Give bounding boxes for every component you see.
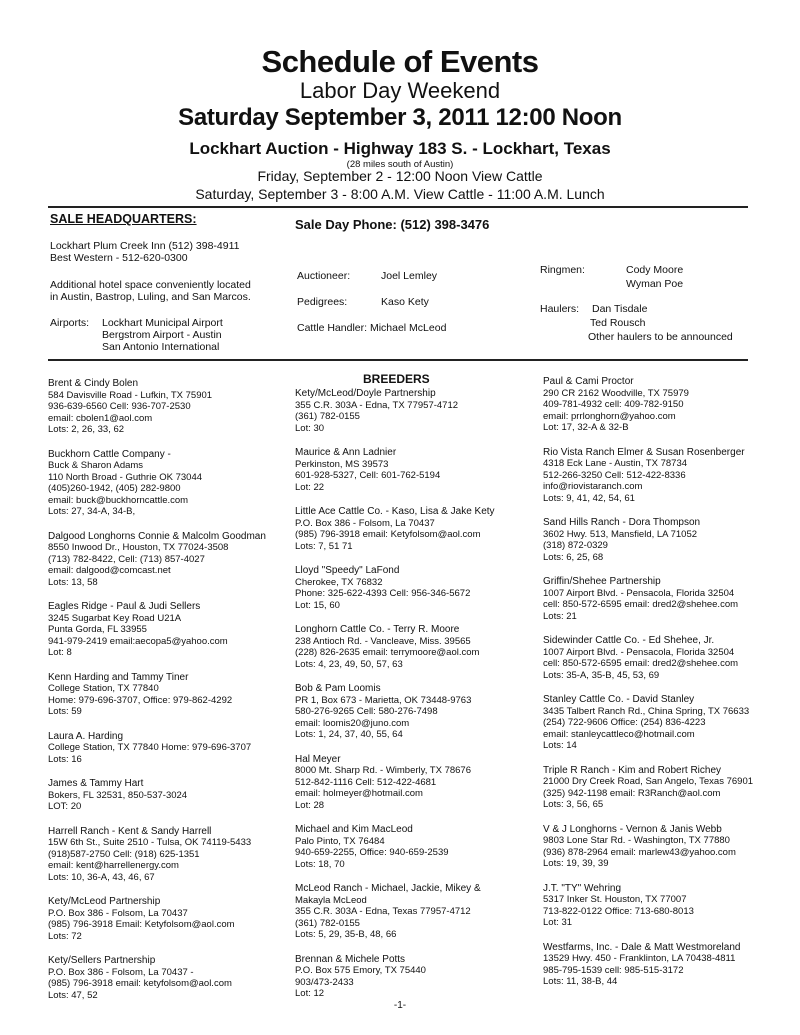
breeder-detail-line: cell: 850-572-6595 email: dred2@shehee.com (543, 658, 739, 669)
breeder-entry (48, 378, 298, 436)
breeder-detail-line: (361) 782-0155 (295, 411, 360, 422)
breeder-detail-line: (985) 796-3918 email: ketyfolsom@aol.com (48, 978, 232, 989)
breeder-name: Bob & Pam Loomis (295, 683, 381, 694)
cattle-handler: Cattle Handler: Michael McLeod (297, 322, 447, 334)
breeder-detail-line: Lots: 19, 39, 39 (543, 858, 609, 869)
ringmen-name-1: Cody Moore (626, 264, 684, 276)
saturday-schedule: Saturday, September 3 - 8:00 A.M. View Cattle - 11:00 A.M. Lunch (195, 186, 605, 202)
breeder-detail-line: Lot: 31 (543, 917, 573, 928)
page-subtitle: Labor Day Weekend (299, 78, 501, 103)
breeder-detail-line: Palo Pinto, TX 76484 (295, 835, 385, 847)
breeder-entry (295, 754, 545, 812)
breeder-detail-line: cell: 850-572-6595 email: dred2@shehee.com (543, 599, 739, 610)
breeder-detail-line: 3245 Sugarbat Key Road U21A (48, 612, 182, 624)
breeder-detail-line: Lots: 3, 56, 65 (543, 799, 604, 810)
breeder-detail-line: Lots: 10, 36-A, 43, 46, 67 (48, 871, 155, 883)
breeder-detail-line: (985) 796-3918 email: Ketyfolsom@aol.com (295, 529, 481, 540)
breeder-name: Kenn Harding and Tammy Tiner (48, 671, 189, 683)
breeder-entry (543, 576, 793, 622)
breeders-column-1 (48, 378, 298, 1014)
breeder-name: Kety/Sellers Partnership (48, 955, 156, 966)
breeder-entry (48, 601, 298, 659)
breeder-detail-line: Lots: 9, 41, 42, 54, 61 (543, 492, 635, 504)
breeder-detail-line: (318) 872-0329 (543, 540, 608, 551)
breeder-detail-line: Buck & Sharon Adams (48, 460, 144, 471)
breeder-name: J.T. "TY" Wehring (543, 882, 622, 894)
breeder-entry (48, 731, 298, 766)
breeder-entry (48, 778, 298, 813)
auctioneer-name: Joel Lemley (381, 270, 438, 282)
breeder-detail-line: Bokers, FL 32531, 850-537-3024 (48, 789, 188, 801)
breeder-name: Westfarms, Inc. - Dale & Matt Westmoreland (543, 941, 741, 953)
breeder-detail-line: P.O. Box 575 Emory, TX 75440 (295, 965, 426, 976)
breeder-name: Sidewinder Cattle Co. - Ed Shehee, Jr. (543, 635, 715, 646)
breeder-detail-line: 355 C.R. 303A - Edna, Texas 77957-4712 (295, 906, 471, 917)
breeder-name: Dalgood Longhorns Connie & Malcolm Goodman (48, 530, 266, 542)
middle-divider (48, 359, 748, 361)
breeder-detail-line: 8000 Mt. Sharp Rd. - Wimberly, TX 78676 (295, 765, 472, 776)
hotel-note-line1: Additional hotel space conveniently located (50, 279, 251, 291)
breeder-detail-line: Lot: 22 (295, 481, 325, 493)
breeder-detail-line: College Station, TX 77840 Home: 979-696-3707 (48, 742, 252, 753)
breeder-detail-line: Lots: 18, 70 (295, 858, 345, 870)
breeder-entry (543, 883, 793, 929)
breeder-detail-line: email: kent@harrellenergy.com (48, 860, 179, 871)
breeder-detail-line: Lots: 27, 34-A, 34-B, (48, 506, 136, 517)
breeder-name: Brent & Cindy Bolen (48, 378, 139, 389)
breeder-entry (543, 942, 793, 988)
breeder-name: Triple R Ranch - Kim and Robert Richey (543, 764, 722, 776)
breeder-name: McLeod Ranch - Michael, Jackie, Mikey & (295, 883, 481, 894)
breeder-name: Hal Meyer (295, 753, 341, 765)
breeder-detail-line: Lot: 15, 60 (295, 599, 340, 611)
breeder-name: Paul & Cami Proctor (543, 376, 634, 387)
page-number: -1- (393, 1000, 407, 1011)
breeder-entry (295, 954, 545, 1000)
breeder-detail-line: email: holmeyer@hotmail.com (295, 788, 423, 799)
breeder-name: Lloyd "Speedy" LaFond (295, 565, 400, 576)
distance-note: (28 miles south of Austin) (346, 159, 454, 170)
breeder-detail-line: Phone: 325-622-4393 Cell: 956-346-5672 (295, 588, 471, 599)
breeder-name: James & Tammy Hart (48, 778, 144, 789)
breeder-name: Rio Vista Ranch Elmer & Susan Rosenberger (543, 446, 745, 458)
breeder-name: Buckhorn Cattle Company - (48, 448, 171, 460)
breeder-entry (543, 447, 793, 505)
breeder-detail-line: email: cbolen1@aol.com (48, 412, 153, 424)
breeders-column-3 (543, 376, 793, 1001)
hotel-lockhart-plum-creek: Lockhart Plum Creek Inn (512) 398-4911 (50, 240, 240, 252)
breeder-detail-line: 110 North Broad - Guthrie OK 73044 (48, 471, 203, 483)
breeder-name: Griffin/Shehee Partnership (543, 576, 661, 587)
breeder-detail-line: Lots: 5, 29, 35-B, 48, 66 (295, 929, 397, 940)
breeder-detail-line: (361) 782-0155 (295, 917, 360, 929)
breeder-detail-line: Lot: 28 (295, 799, 325, 811)
sale-dateline: Saturday September 3, 2011 12:00 Noon (178, 104, 622, 131)
breeder-detail-line: (713) 782-8422, Cell: (713) 857-4027 (48, 553, 205, 565)
hotel-note-line2: in Austin, Bastrop, Luling, and San Marcos. (50, 291, 251, 303)
breeder-detail-line: email: loomis20@juno.com (295, 717, 410, 729)
breeder-name: Eagles Ridge - Paul & Judi Sellers (48, 601, 201, 612)
breeder-name: Laura A. Harding (48, 730, 124, 742)
breeder-detail-line: (405)260-1942, (405) 282-9800 (48, 483, 181, 494)
breeder-name: Kety/McLeod Partnership (48, 896, 161, 907)
haulers-label: Haulers: (540, 303, 580, 315)
breeder-entry (48, 531, 298, 589)
airport-san-antonio: San Antonio International (102, 341, 220, 353)
airport-bergstrom: Bergstrom Airport - Austin (102, 329, 222, 341)
breeder-entry (295, 388, 545, 434)
breeder-detail-line: 3602 Hwy. 513, Mansfield, LA 71052 (543, 528, 698, 540)
breeder-entry (48, 826, 298, 884)
breeder-detail-line: 936-639-6560 Cell: 936-707-2530 (48, 401, 191, 412)
breeder-detail-line: (228) 826-2635 email: terrymoore@aol.com (295, 647, 480, 658)
breeder-detail-line: 1007 Airport Blvd. - Pensacola, Florida 32504 (543, 587, 735, 599)
breeder-detail-line: LOT: 20 (48, 801, 82, 812)
breeder-detail-line: College Station, TX 77840 (48, 683, 159, 694)
breeder-detail-line: Lots: 21 (543, 610, 577, 622)
breeder-detail-line: 3435 Talbert Ranch Rd., China Spring, TX 76633 (543, 705, 750, 717)
sale-day-phone: Sale Day Phone: (512) 398-3476 (295, 217, 490, 232)
breeder-detail-line: Lots: 1, 24, 37, 40, 55, 64 (295, 729, 403, 740)
breeder-detail-line: 5317 Inker St. Houston, TX 77007 (543, 894, 687, 905)
breeder-detail-line: (254) 722-9606 Office: (254) 836-4223 (543, 717, 706, 728)
breeder-entry (295, 447, 545, 493)
breeder-name: Michael and Kim MacLeod (295, 824, 413, 835)
breeder-entry (295, 683, 545, 741)
sale-headquarters-heading: SALE HEADQUARTERS: (50, 212, 197, 226)
breeder-detail-line: Lots: 2, 26, 33, 62 (48, 424, 125, 435)
breeder-entry (48, 896, 298, 942)
sale-location: Lockhart Auction - Highway 183 S. - Lockhart, Texas (189, 139, 611, 158)
breeder-detail-line: P.O. Box 386 - Folsom, La 70437 (295, 517, 435, 529)
breeder-detail-line: 13529 Hwy. 450 - Franklinton, LA 70438-4811 (543, 953, 736, 964)
breeder-detail-line: 985-795-1539 cell: 985-515-3172 (543, 964, 684, 976)
breeder-name: Stanley Cattle Co. - David Stanley (543, 694, 695, 705)
hauler-name-1: Dan Tisdale (592, 303, 648, 315)
breeder-name: Little Ace Cattle Co. - Kaso, Lisa & Jake Kety (295, 506, 495, 517)
breeder-detail-line: Home: 979-696-3707, Office: 979-862-4292 (48, 694, 233, 706)
breeder-detail-line: info@riovistaranch.com (543, 481, 643, 492)
breeder-detail-line: P.O. Box 386 - Folsom, La 70437 - (48, 966, 194, 978)
breeder-name: Sand Hills Ranch - Dora Thompson (543, 517, 701, 528)
breeder-entry (543, 765, 793, 811)
breeder-detail-line: Lots: 72 (48, 930, 82, 942)
breeder-entry (295, 565, 545, 611)
breeder-detail-line: 8550 Inwood Dr., Houston, TX 77024-3508 (48, 542, 229, 553)
breeder-detail-line: Cherokee, TX 76832 (295, 576, 383, 588)
breeder-entry (295, 824, 545, 870)
breeder-detail-line: Punta Gorda, FL 33955 (48, 624, 147, 635)
airports-label: Airports: (50, 317, 90, 329)
breeder-detail-line: Lots: 16 (48, 753, 82, 765)
breeder-detail-line: 15W 6th St., Suite 2510 - Tulsa, OK 74119-5433 (48, 837, 252, 848)
breeder-detail-line: email: prrlonghorn@yahoo.com (543, 410, 676, 422)
breeder-detail-line: Lots: 11, 38-B, 44 (543, 976, 618, 987)
breeder-detail-line: Lots: 59 (48, 706, 82, 717)
friday-schedule: Friday, September 2 - 12:00 Noon View Cattle (257, 168, 543, 184)
pedigrees-label: Pedigrees: (297, 296, 348, 308)
breeder-detail-line: 713-822-0122 Office: 713-680-8013 (543, 905, 694, 917)
breeder-detail-line: Lot: 30 (295, 422, 325, 434)
breeder-detail-line: Lots: 6, 25, 68 (543, 551, 604, 563)
breeder-detail-line: email: stanleycattleco@hotmail.com (543, 728, 695, 740)
breeder-detail-line: (985) 796-3918 Email: Ketyfolsom@aol.com (48, 919, 235, 930)
breeder-detail-line: Lots: 13, 58 (48, 576, 98, 588)
breeder-detail-line: Lot: 12 (295, 988, 325, 999)
airport-lockhart: Lockhart Municipal Airport (102, 317, 223, 329)
breeder-entry (295, 624, 545, 670)
breeder-entry (543, 376, 793, 434)
pedigrees-name: Kaso Kety (381, 296, 429, 308)
breeder-name: Kety/McLeod/Doyle Partnership (295, 388, 436, 399)
breeder-detail-line: 512-266-3250 Cell: 512-422-8336 (543, 469, 686, 481)
breeder-detail-line: 903/473-2433 (295, 976, 354, 988)
breeder-detail-line: 4318 Eck Lane - Austin, TX 78734 (543, 458, 688, 469)
breeder-detail-line: 290 CR 2162 Woodville, TX 75979 (543, 387, 689, 399)
breeder-name: Maurice & Ann Ladnier (295, 447, 397, 458)
breeder-entry (295, 506, 545, 552)
breeder-detail-line: Lots: 7, 51 71 (295, 540, 353, 552)
breeder-detail-line: Lot: 17, 32-A & 32-B (543, 422, 629, 433)
breeder-detail-line: Lots: 47, 52 (48, 989, 98, 1001)
breeder-detail-line: 584 Davisville Road - Lufkin, TX 75901 (48, 389, 213, 401)
breeder-name: V & J Longhorns - Vernon & Janis Webb (543, 823, 722, 835)
breeder-detail-line: 601-928-5327, Cell: 601-762-5194 (295, 470, 441, 481)
breeder-name: Longhorn Cattle Co. - Terry R. Moore (295, 624, 460, 635)
breeder-detail-line: Lot: 8 (48, 647, 72, 658)
breeder-detail-line: Perkinston, MS 39573 (295, 458, 389, 470)
breeder-detail-line: 409-781-4932 cell: 409-782-9150 (543, 399, 684, 410)
breeder-detail-line: 580-276-9265 Cell: 580-276-7498 (295, 706, 438, 717)
breeder-detail-line: 941-979-2419 email:aecopa5@yahoo.com (48, 635, 228, 647)
hauler-name-3: Other haulers to be announced (588, 331, 733, 343)
breeder-entry (48, 672, 298, 718)
breeder-detail-line: PR 1, Box 673 - Marietta, OK 73448-9763 (295, 694, 472, 706)
breeder-name: Brennan & Michele Potts (295, 953, 406, 965)
hauler-name-2: Ted Rousch (590, 317, 646, 329)
breeders-column-2 (295, 388, 545, 1013)
breeder-entry (543, 824, 793, 870)
breeder-entry (48, 955, 298, 1001)
breeder-detail-line: Makayla McLeod (295, 894, 367, 906)
breeder-detail-line: 21000 Dry Creek Road, San Angelo, Texas 76901 (543, 776, 754, 787)
breeder-detail-line: 9803 Lone Star Rd. - Washington, TX 77880 (543, 835, 730, 846)
breeder-detail-line: 940-659-2255, Office: 940-659-2539 (295, 847, 449, 858)
top-divider (48, 206, 748, 208)
breeder-detail-line: P.O. Box 386 - Folsom, La 70437 (48, 907, 188, 919)
breeder-entry (543, 635, 793, 681)
breeder-detail-line: 238 Antioch Rd. - Vancleave, Miss. 39565 (295, 635, 471, 647)
breeder-entry (543, 517, 793, 563)
hotel-best-western: Best Western - 512-620-0300 (50, 252, 188, 264)
breeder-detail-line: 1007 Airport Blvd. - Pensacola, Florida 32504 (543, 646, 735, 658)
breeder-detail-line: Lots: 4, 23, 49, 50, 57, 63 (295, 658, 403, 670)
breeders-heading: BREEDERS (363, 372, 430, 386)
breeder-detail-line: (918)587-2750 Cell: (918) 625-1351 (48, 848, 200, 860)
ringmen-label: Ringmen: (540, 264, 585, 276)
breeder-detail-line: (325) 942-1198 email: R3Ranch@aol.com (543, 787, 721, 799)
breeder-entry (295, 883, 545, 941)
breeder-detail-line: email: buck@buckhorncattle.com (48, 494, 189, 506)
breeder-detail-line: email: dalgood@comcast.net (48, 565, 171, 576)
breeder-detail-line: 512-842-1116 Cell: 512-422-4681 (295, 776, 437, 788)
breeder-name: Harrell Ranch - Kent & Sandy Harrell (48, 825, 212, 837)
ringmen-name-2: Wyman Poe (626, 278, 684, 290)
breeder-entry (48, 449, 298, 518)
breeder-detail-line: Lots: 35-A, 35-B, 45, 53, 69 (543, 669, 660, 681)
breeder-entry (543, 694, 793, 752)
auctioneer-label: Auctioneer: (297, 270, 351, 282)
breeder-detail-line: 355 C.R. 303A - Edna, TX 77957-4712 (295, 399, 459, 411)
page-title: Schedule of Events (261, 44, 539, 79)
breeder-detail-line: (936) 878-2964 email: marlew43@yahoo.com (543, 846, 736, 858)
breeder-detail-line: Lots: 14 (543, 740, 577, 751)
